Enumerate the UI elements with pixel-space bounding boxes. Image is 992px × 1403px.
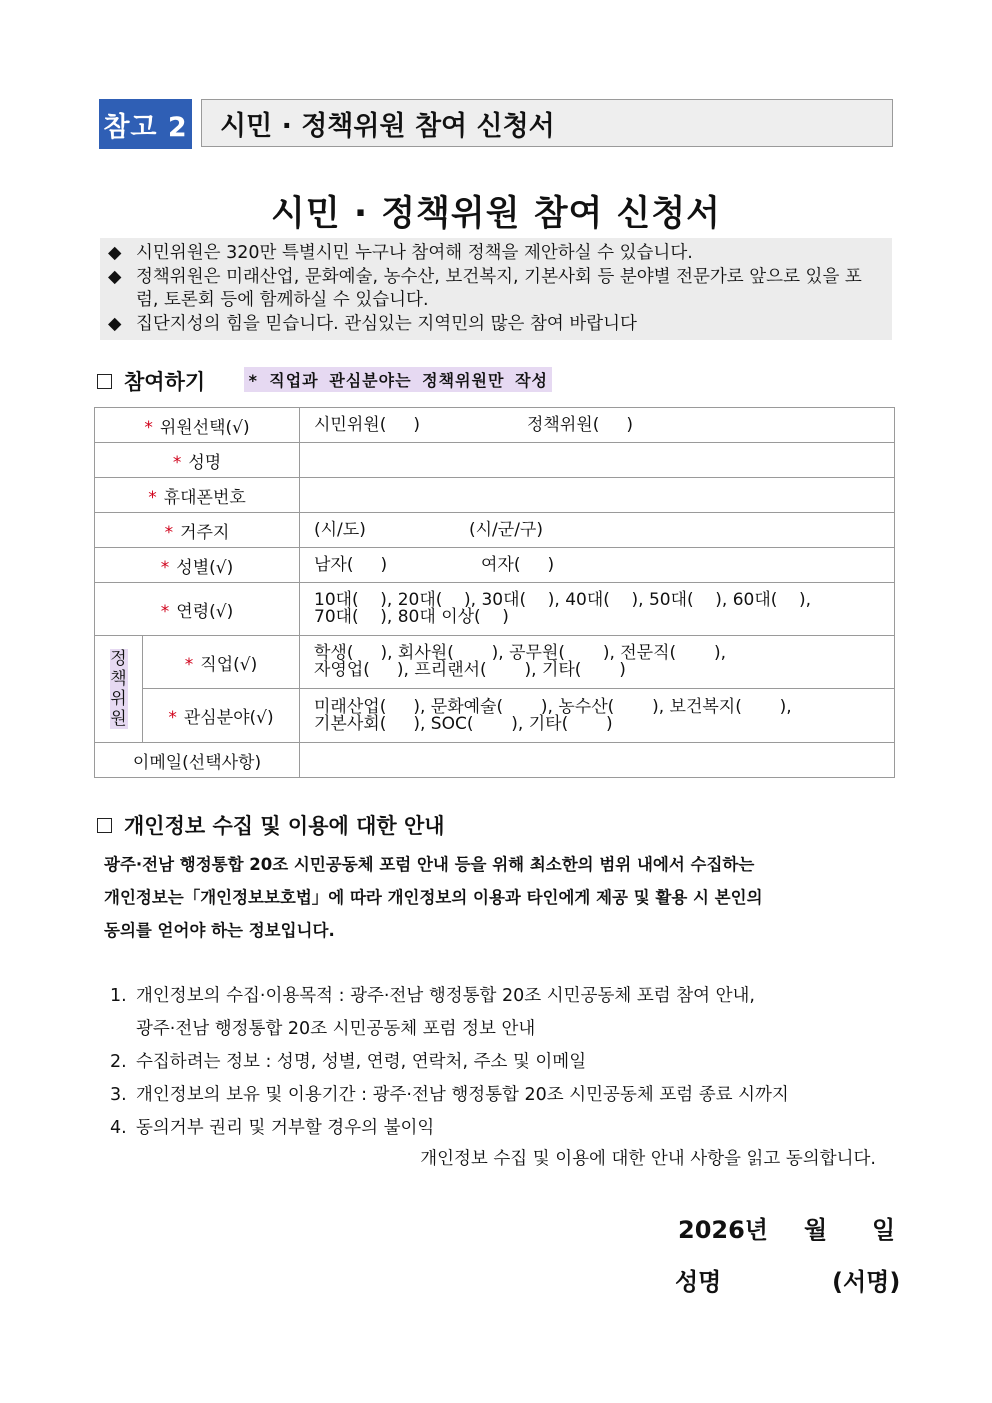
policy-member-group-label: 정책위원	[95, 636, 143, 743]
interest-field[interactable]: 미래산업( ), 문화예술( ), 농수산( ), 보건복지( ), 기본사회( ), SOC( ), 기타( )	[300, 689, 895, 743]
interest-label: * 관심분야(√)	[143, 689, 300, 743]
diamond-bullet-icon: ◆	[108, 243, 122, 263]
checkbox-square-icon	[97, 818, 112, 833]
notice-item	[108, 242, 884, 266]
header-title: 시민 · 정책위원 참여 신청서	[201, 99, 893, 147]
privacy-paragraph	[104, 848, 884, 947]
reference-tag: 참고 2	[99, 99, 192, 149]
checkbox-square-icon	[97, 374, 112, 389]
section-privacy-label: 개인정보 수집 및 이용에 대한 안내	[124, 814, 445, 838]
date-month: 월	[804, 1216, 828, 1244]
committee-select-field[interactable]: 시민위원( ) 정책위원( )	[300, 408, 895, 443]
section-privacy-title	[97, 810, 445, 840]
policy-only-note: * 직업과 관심분야는 정책위원만 작성	[244, 367, 552, 392]
gender-field[interactable]: 남자( ) 여자( )	[300, 548, 895, 583]
signature-label: (서명)	[832, 1268, 901, 1296]
notice-item	[108, 313, 884, 337]
section-participate-title	[97, 366, 205, 396]
residence-label: * 거주지	[95, 513, 300, 548]
occupation-label: * 직업(√)	[143, 636, 300, 689]
paragraph-line: 개인정보는「개인정보보호법」에 따라 개인정보의 이용과 타인에게 제공 및 활용 시 본인의	[104, 888, 763, 907]
name-label: * 성명	[95, 443, 300, 478]
page-title: 시민 · 정책위원 참여 신청서	[271, 194, 721, 234]
application-form-table	[94, 407, 895, 778]
notice-item	[108, 266, 884, 313]
occupation-field[interactable]: 학생( ), 회사원( ), 공무원( ), 전문직( ), 자영업( ), 프리랜서( ), 기타( )	[300, 636, 895, 689]
paragraph-line: 동의를 얻어야 하는 정보입니다.	[104, 921, 335, 940]
privacy-list	[110, 980, 890, 1145]
notice-text: 집단지성의 힘을 믿습니다. 관심있는 지역민의 많은 참여 바랍니다	[136, 313, 637, 334]
age-label: * 연령(√)	[95, 583, 300, 636]
email-label: 이메일(선택사항)	[95, 743, 300, 778]
notice-box	[100, 238, 892, 340]
phone-label: * 휴대폰번호	[95, 478, 300, 513]
date-year: 2026년	[678, 1216, 768, 1244]
committee-select-label: * 위원선택(√)	[95, 408, 300, 443]
notice-text: 시민위원은 320만 특별시민 누구나 참여해 정책을 제안하실 수 있습니다.	[136, 243, 693, 263]
diamond-bullet-icon: ◆	[108, 313, 122, 334]
signature-name-label: 성명	[675, 1268, 722, 1296]
email-field[interactable]	[300, 743, 895, 778]
list-item: 1. 개인정보의 수집·이용목적 : 광주·전남 행정통합 20조 시민공동체 포럼 참여 안내, 광주·전남 행정통합 20조 시민공동체 포럼 정보 안내	[110, 986, 755, 1039]
date-day: 일	[872, 1216, 896, 1244]
notice-text: 정책위원은 미래산업, 문화예술, 농수산, 보건복지, 기본사회 등 분야별 전문가로 앞으로 있을 포럼, 토론회 등에 함께하실 수 있습니다.	[136, 266, 862, 310]
agreement-statement: 개인정보 수집 및 이용에 대한 안내 사항을 읽고 동의합니다.	[420, 1149, 876, 1169]
list-item: 3. 개인정보의 보유 및 이용기간 : 광주·전남 행정통합 20조 시민공동체 포럼 종료 시까지	[110, 1085, 789, 1105]
list-item: 2. 수집하려는 정보 : 성명, 성별, 연령, 연락처, 주소 및 이메일	[110, 1052, 587, 1072]
paragraph-line: 광주·전남 행정통합 20조 시민공동체 포럼 안내 등을 위해 최소한의 범위 내에서 수집하는	[104, 855, 755, 874]
gender-label: * 성별(√)	[95, 548, 300, 583]
name-field[interactable]	[300, 443, 895, 478]
phone-field[interactable]	[300, 478, 895, 513]
age-field[interactable]: 10대( ), 20대( ), 30대( ), 40대( ), 50대( ), 60대( ), 70대( ), 80대 이상( )	[300, 583, 895, 636]
diamond-bullet-icon: ◆	[108, 266, 122, 287]
section-participate-label: 참여하기	[124, 370, 206, 394]
list-item: 4. 동의거부 권리 및 거부할 경우의 불이익	[110, 1118, 435, 1138]
residence-field[interactable]: (시/도) (시/군/구)	[300, 513, 895, 548]
